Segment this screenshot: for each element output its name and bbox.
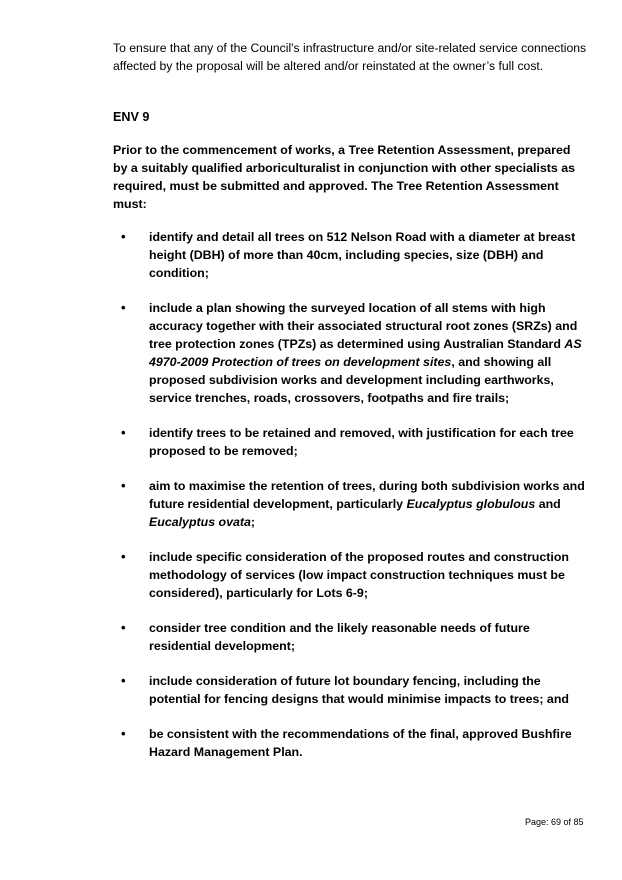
bullet-icon: • <box>121 549 126 564</box>
species-name: Eucalyptus globulous <box>406 497 536 511</box>
requirements-list <box>113 228 593 778</box>
bullet-icon: • <box>121 300 126 315</box>
list-item-text: include a plan showing the surveyed location of all stems with high accuracy together with their associated structural root zones (SRZs) and tree protection zones (TPZs) as determined using Australian Standard AS 4970-2009 Protection of trees on development sites, and showing all proposed subdivision works and development including earthworks, service trenches, roads, crossovers, footpaths and fire trails; <box>149 301 582 405</box>
list-item-text: consider tree condition and the likely reasonable needs of future residential development; <box>149 621 530 653</box>
list-item-text: identify and detail all trees on 512 Nelson Road with a diameter at breast height (DBH) of more than 40cm, including species, size (DBH) and condition; <box>149 230 576 280</box>
page-number: Page: 69 of 85 <box>525 817 584 827</box>
list-item-text: be consistent with the recommendations of the final, approved Bushfire Hazard Management Plan. <box>149 727 572 759</box>
list-item-text: aim to maximise the retention of trees, during both subdivision works and future residential development, particularly Eucalyptus globulous and Eucalyptus ovata; <box>149 479 585 529</box>
list-item <box>113 228 593 282</box>
bullet-icon: • <box>121 620 126 635</box>
bullet-icon: • <box>121 478 126 493</box>
list-item <box>113 619 593 655</box>
list-item <box>113 477 593 531</box>
standard-citation: AS 4970-2009 Protection of trees on development sites <box>149 337 582 369</box>
bullet-icon: • <box>121 673 126 688</box>
list-item <box>113 299 593 407</box>
condition-paragraph: Prior to the commencement of works, a Tree Retention Assessment, prepared by a suitably qualified arboriculturalist in conjunction with other specialists as required, must be submitted and approved. The Tree Retention Assessment must: <box>113 143 575 211</box>
intro-paragraph: To ensure that any of the Council's infrastructure and/or site-related service connections affected by the proposal will be altered and/or reinstated at the owner’s full cost. <box>113 41 587 73</box>
list-item-text: identify trees to be retained and removed, with justification for each tree proposed to be removed; <box>149 426 574 458</box>
condition-heading: ENV 9 <box>113 110 150 124</box>
bullet-icon: • <box>121 726 126 741</box>
list-item-text: include consideration of future lot boundary fencing, including the potential for fencing designs that would minimise impacts to trees; and <box>149 674 569 706</box>
species-name: Eucalyptus ovata <box>149 515 251 529</box>
bullet-icon: • <box>121 229 126 244</box>
list-item <box>113 424 593 460</box>
list-item <box>113 672 593 708</box>
list-item <box>113 548 593 602</box>
bullet-icon: • <box>121 425 126 440</box>
list-item-text: include specific consideration of the proposed routes and construction methodology of services (low impact construction techniques must be considered), particularly for Lots 6-9; <box>149 550 569 600</box>
list-item <box>113 725 593 761</box>
